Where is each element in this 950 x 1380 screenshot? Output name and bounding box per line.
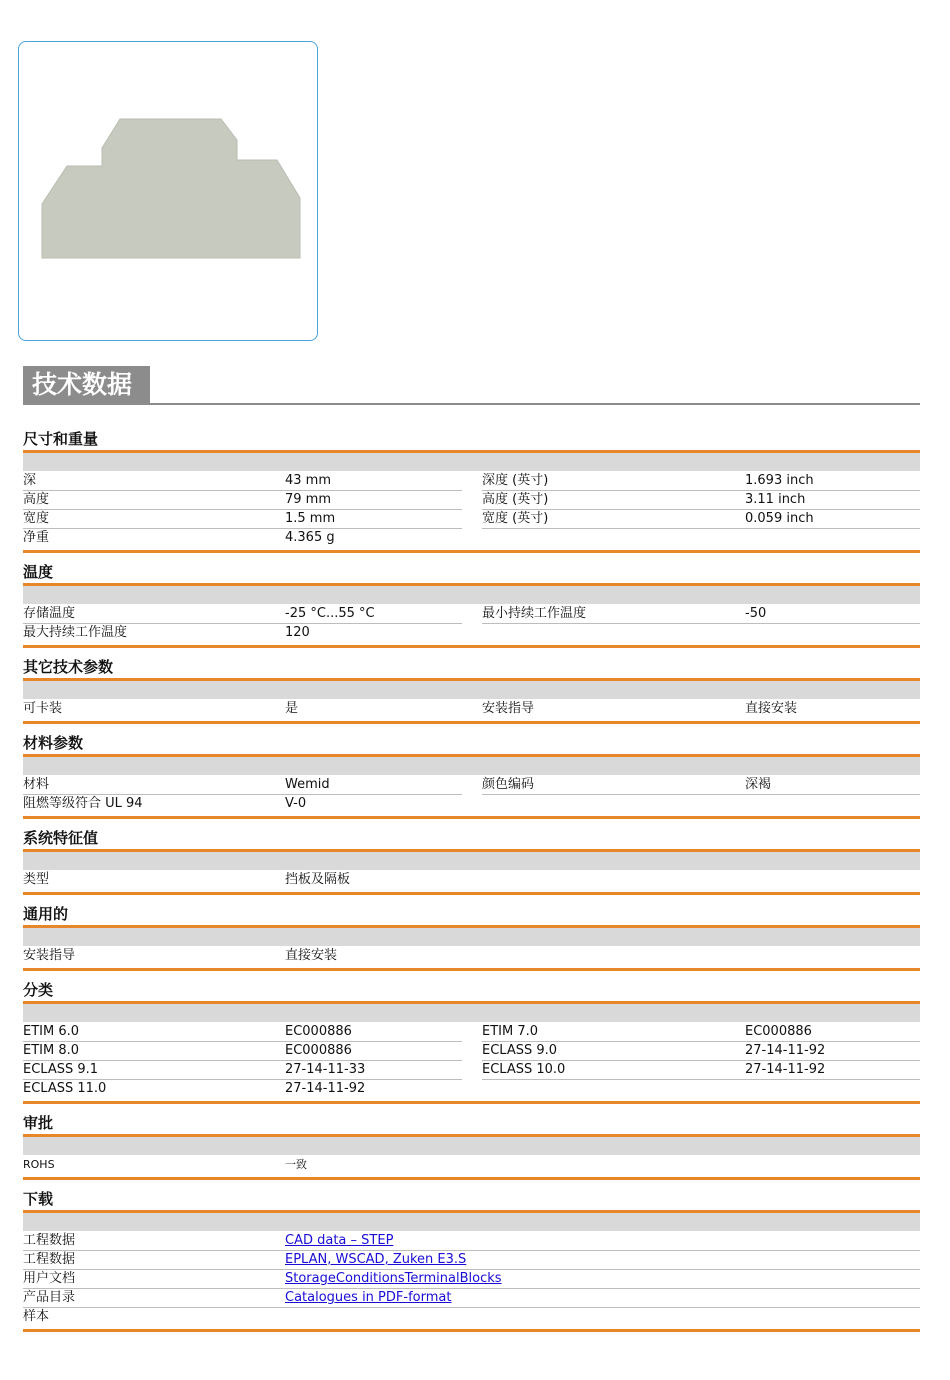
group-title: 材料参数	[23, 734, 84, 752]
download-row	[23, 1232, 920, 1251]
download-row	[23, 1308, 920, 1327]
table-row	[23, 529, 920, 548]
download-row	[23, 1289, 920, 1308]
field-label: 安装指导	[482, 701, 535, 716]
table-row	[23, 1061, 920, 1080]
field-label: 深	[23, 472, 285, 491]
field-label: ECLASS 9.0	[482, 1042, 745, 1061]
table-row	[23, 491, 920, 510]
field-label: 阻燃等级符合 UL 94	[23, 796, 143, 811]
group-header-bar	[23, 586, 920, 604]
field-value: 120	[285, 625, 310, 640]
field-value: 27-14-11-92	[745, 1042, 920, 1061]
field-label: 可卡装	[23, 701, 63, 716]
field-label: 最大持续工作温度	[23, 625, 128, 640]
field-label: 工程数据	[23, 1233, 76, 1248]
group-material	[23, 724, 920, 819]
group-header-bar	[23, 1137, 920, 1155]
group-title: 系统特征值	[23, 829, 99, 847]
product-image-frame	[18, 41, 318, 341]
table-row	[23, 510, 920, 529]
field-value: EC000886	[745, 1023, 920, 1042]
table-row	[23, 605, 920, 624]
field-label: 存储温度	[23, 605, 285, 624]
field-value: 一致	[285, 1158, 307, 1171]
field-value: 3.11 inch	[745, 491, 920, 510]
field-label: 高度 (英寸)	[482, 491, 745, 510]
field-value: 27-14-11-92	[745, 1061, 920, 1080]
group-title: 尺寸和重量	[23, 430, 99, 448]
download-row	[23, 1251, 920, 1270]
section-rule	[23, 403, 920, 405]
field-value: 4.365 g	[285, 530, 335, 545]
field-value: EC000886	[285, 1023, 462, 1042]
download-row	[23, 1270, 920, 1289]
field-label: 最小持续工作温度	[482, 605, 745, 624]
group-title: 下载	[23, 1190, 54, 1208]
group-header-bar	[23, 1213, 920, 1231]
field-label: 用户文档	[23, 1271, 76, 1286]
field-label: 安装指导	[23, 948, 76, 963]
group-temperature	[23, 553, 920, 648]
group-header-bar	[23, 852, 920, 870]
group-header-bar	[23, 681, 920, 699]
field-label: 类型	[23, 872, 50, 887]
field-value: 是	[285, 701, 299, 716]
group-title: 通用的	[23, 905, 69, 923]
field-label: ECLASS 10.0	[482, 1061, 745, 1080]
product-image	[19, 42, 319, 342]
group-downloads	[23, 1180, 920, 1332]
field-value: EC000886	[285, 1042, 462, 1061]
group-end-rule	[23, 1329, 920, 1332]
group-title: 其它技术参数	[23, 658, 114, 676]
field-value: 79 mm	[285, 491, 462, 510]
end-plate-shape	[42, 119, 300, 258]
table-row	[23, 1080, 920, 1099]
field-value: 43 mm	[285, 472, 462, 491]
table-row	[23, 947, 920, 966]
field-label: 宽度	[23, 510, 285, 529]
catalogues-link[interactable]: Catalogues in PDF-format	[285, 1290, 452, 1305]
section-title: 技术数据	[23, 366, 150, 404]
field-value: 27-14-11-92	[285, 1081, 366, 1096]
table-row	[23, 1042, 920, 1061]
field-value: 深褐	[745, 776, 920, 795]
field-value: -50	[745, 605, 920, 624]
group-general	[23, 895, 920, 971]
field-label: 净重	[23, 530, 50, 545]
field-label: 工程数据	[23, 1252, 76, 1267]
field-value: V-0	[285, 796, 307, 811]
group-approval	[23, 1104, 920, 1180]
group-other-params	[23, 648, 920, 724]
group-system	[23, 819, 920, 895]
field-label: 宽度 (英寸)	[482, 510, 745, 529]
field-label: 样本	[23, 1309, 50, 1324]
field-label: 产品目录	[23, 1290, 76, 1305]
group-classification	[23, 971, 920, 1104]
group-title: 审批	[23, 1114, 54, 1132]
field-label: ECLASS 9.1	[23, 1061, 285, 1080]
group-header-bar	[23, 757, 920, 775]
field-value: Wemid	[285, 776, 462, 795]
field-value: 1.693 inch	[745, 472, 920, 491]
field-value: 直接安装	[285, 948, 338, 963]
cad-step-link[interactable]: CAD data – STEP	[285, 1233, 394, 1248]
storage-conditions-link[interactable]: StorageConditionsTerminalBlocks	[285, 1271, 502, 1286]
table-row	[23, 776, 920, 795]
table-row	[23, 871, 920, 890]
field-label: ETIM 6.0	[23, 1023, 285, 1042]
field-value: 挡板及隔板	[285, 872, 351, 887]
group-header-bar	[23, 453, 920, 471]
group-header-bar	[23, 928, 920, 946]
field-label: 高度	[23, 491, 285, 510]
table-row	[23, 795, 920, 814]
table-row	[23, 1023, 920, 1042]
table-row	[23, 624, 920, 643]
field-value	[285, 1308, 920, 1327]
table-row	[23, 472, 920, 491]
field-label: 深度 (英寸)	[482, 472, 745, 491]
field-label: ROHS	[23, 1158, 55, 1171]
table-row	[23, 700, 920, 719]
field-value: 直接安装	[745, 701, 798, 716]
field-value: 1.5 mm	[285, 510, 462, 529]
group-dimensions	[23, 420, 920, 553]
group-title: 分类	[23, 981, 54, 999]
field-label: ECLASS 11.0	[23, 1081, 107, 1096]
eplan-link[interactable]: EPLAN, WSCAD, Zuken E3.S	[285, 1252, 467, 1267]
table-row	[23, 1156, 920, 1175]
field-label: ETIM 7.0	[482, 1023, 745, 1042]
tech-data-content	[23, 420, 920, 1332]
group-header-bar	[23, 1004, 920, 1022]
group-title: 温度	[23, 563, 54, 581]
field-label: 颜色编码	[482, 776, 745, 795]
field-value: 0.059 inch	[745, 510, 920, 529]
field-label: 材料	[23, 776, 285, 795]
field-value: -25 °C...55 °C	[285, 605, 462, 624]
field-value: 27-14-11-33	[285, 1061, 462, 1080]
field-label: ETIM 8.0	[23, 1042, 285, 1061]
